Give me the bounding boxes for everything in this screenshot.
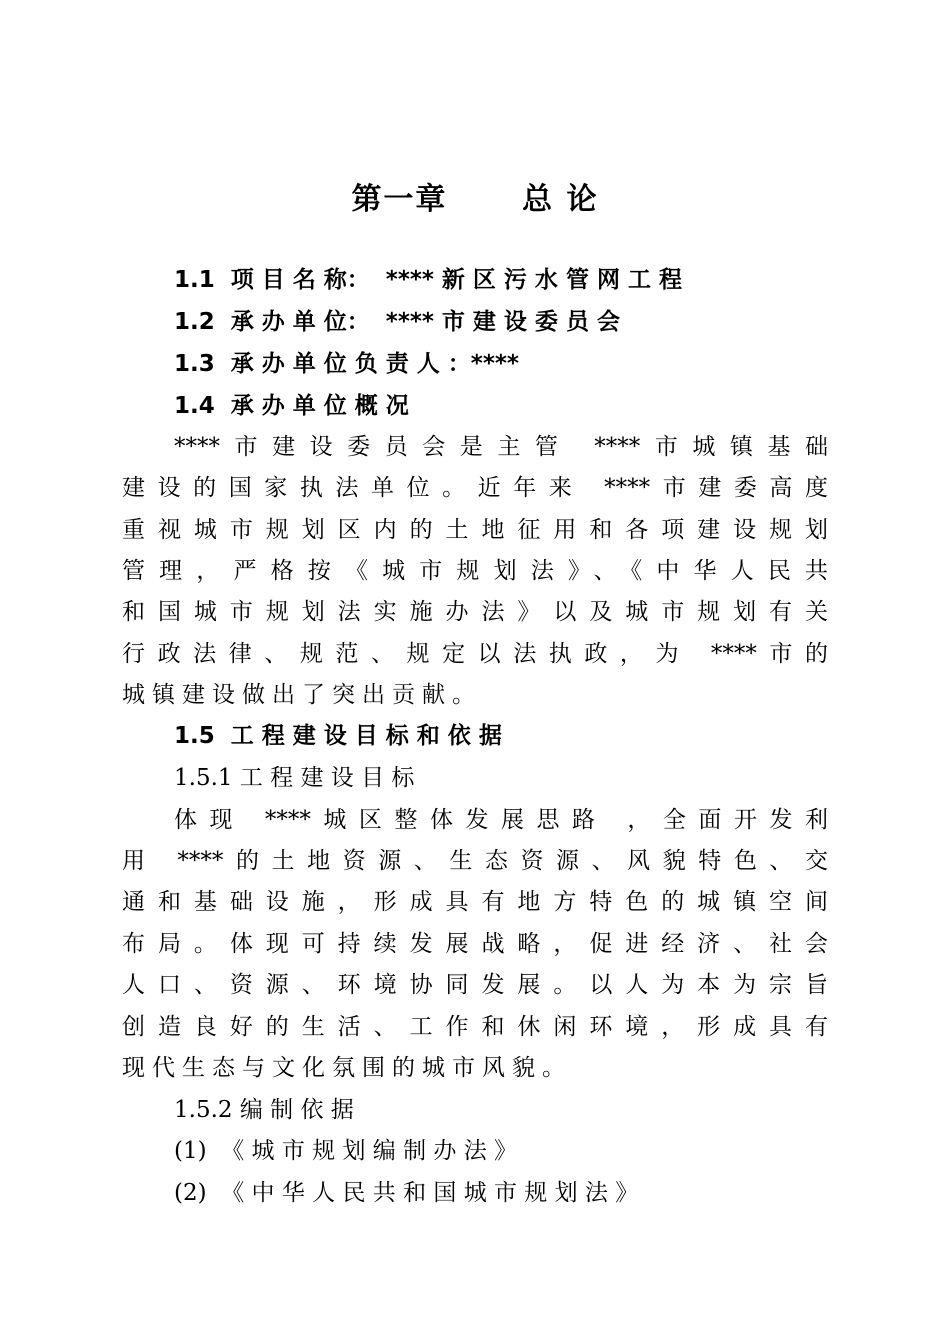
overview-line: 和国城市规划法实施办法》以及城市规划有关 bbox=[122, 599, 828, 625]
goal-line: 用 ****的土地资源、生态资源、风貌特色、交 bbox=[122, 848, 828, 874]
item-organizer-head: 1.3 承 办 单 位 负 责 人 ：**** bbox=[174, 351, 519, 377]
overview-line: 管理，严格按《城市规划法》、《中华人民共 bbox=[122, 558, 828, 584]
heading-1-5-2: 1.5.2 编 制 依 据 bbox=[174, 1097, 354, 1123]
chapter-title: 第一章 总 论 bbox=[351, 182, 599, 217]
goal-line: 创造良好的生活、工作和休闲环境，形成具有 bbox=[122, 1014, 828, 1040]
basis-item: (2) 《 中 华 人 民 共 和 国 城 市 规 划 法 》 bbox=[174, 1180, 639, 1206]
heading-1-5-1: 1.5.1 工 程 建 设 目 标 bbox=[174, 765, 415, 791]
goal-line: 现代生态与文化氛围的城市风貌。 bbox=[122, 1055, 572, 1081]
heading-1-5: 1.5 工 程 建 设 目 标 和 依 据 bbox=[174, 723, 502, 749]
item-organizer-overview: 1.4 承 办 单 位 概 况 bbox=[174, 393, 409, 419]
overview-line: 重视城市规划区内的土地征用和各项建设规划 bbox=[122, 517, 828, 543]
overview-line: ****市建设委员会是主管 ****市城镇基础 bbox=[174, 434, 828, 460]
goal-line: 通和基础设施，形成具有地方特色的城镇空间 bbox=[122, 889, 828, 915]
goal-line: 体现 ****城区整体发展思路 ，全面开发利 bbox=[174, 807, 828, 833]
overview-line: 建设的国家执法单位。近年来 ****市建委高度 bbox=[122, 475, 828, 501]
overview-line: 行政法律、规范、规定以法执政，为 ****市的 bbox=[122, 641, 828, 667]
goal-line: 人口、资源、环境协同发展。以人为本为宗旨 bbox=[122, 972, 828, 998]
overview-line: 城镇建设做出了突出贡献。 bbox=[122, 682, 482, 708]
item-organizer: 1.2 承 办 单 位： **** 市 建 设 委 员 会 bbox=[174, 309, 620, 335]
item-project-name: 1.1 项 目 名 称： **** 新 区 污 水 管 网 工 程 bbox=[174, 267, 682, 293]
goal-line: 布局。体现可持续发展战略，促进经济、社会 bbox=[122, 931, 828, 957]
basis-item: (1) 《 城 市 规 划 编 制 办 法 》 bbox=[174, 1138, 518, 1164]
